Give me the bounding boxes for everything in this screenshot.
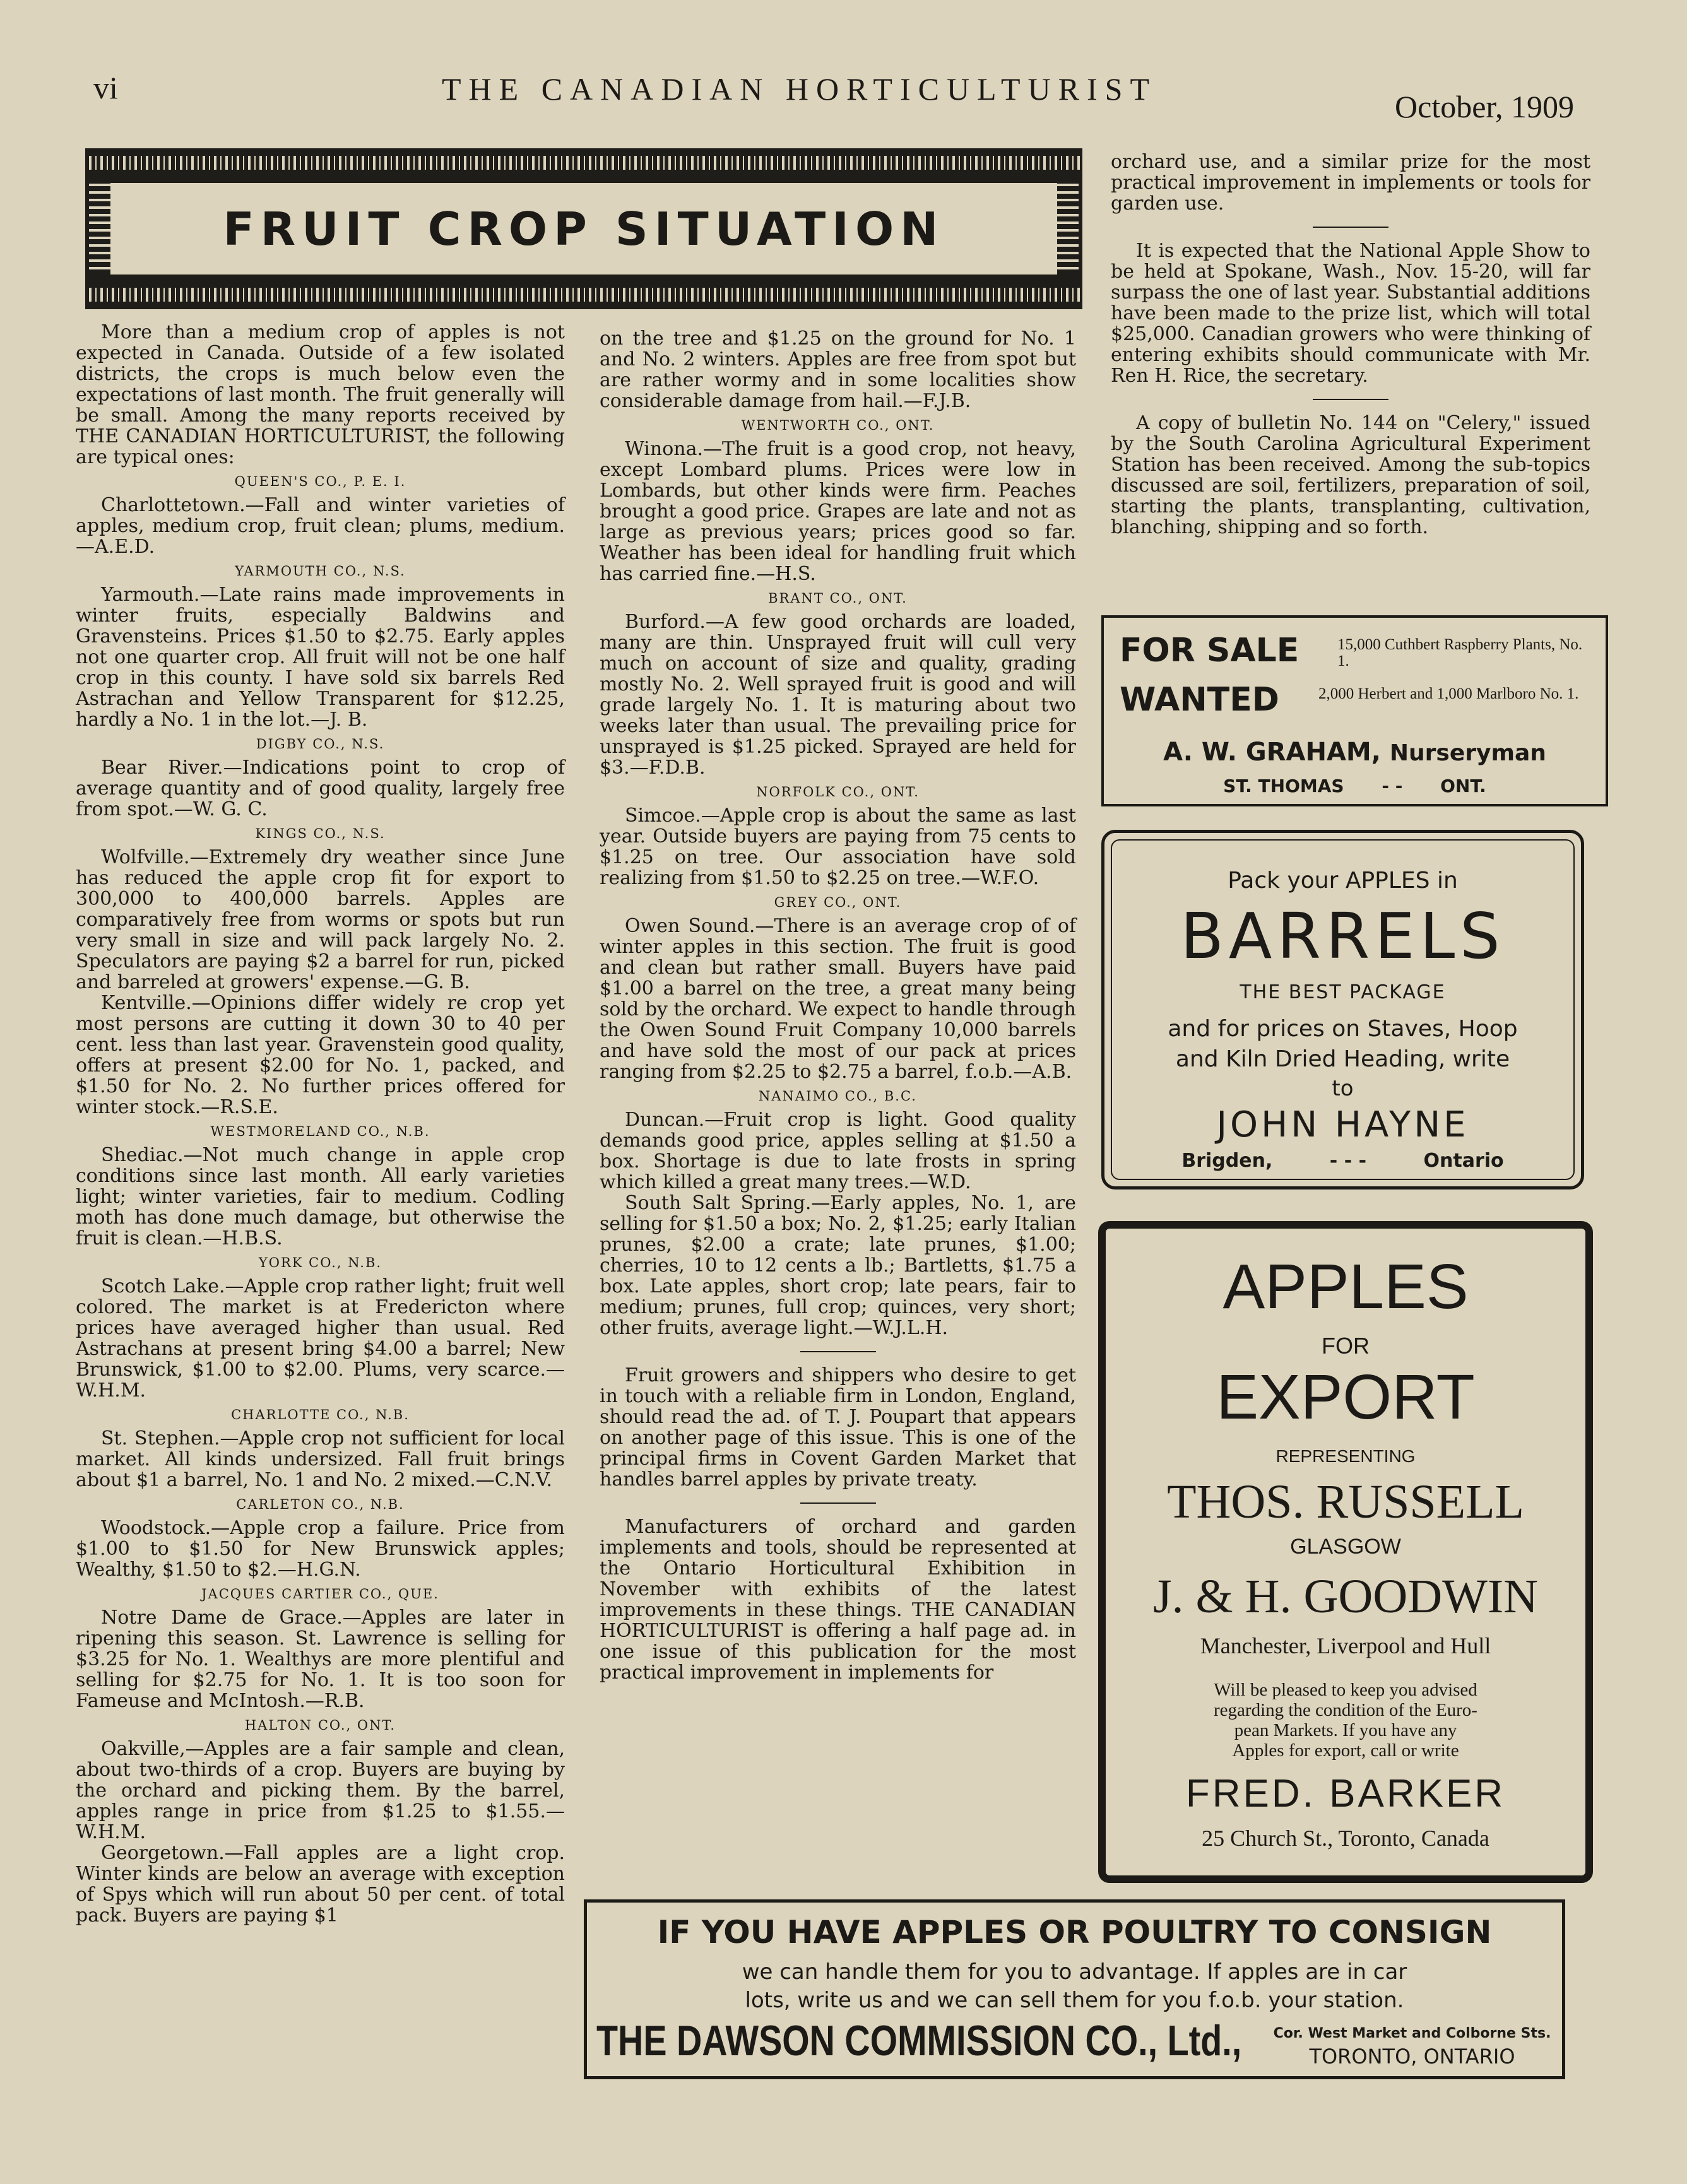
greek-key-border-right xyxy=(1053,183,1079,274)
separator-rule xyxy=(800,1351,876,1352)
article-paragraph: St. Stephen.—Apple crop not sufficient for local market. All kinds undersized. Fall fruit brings about $1 a barrel, No. 1 and No. 2 mixed.—C.N.V. xyxy=(76,1427,565,1491)
article-paragraph: orchard use, and a similar prize for the most practical improvement in implements or tools for garden use. xyxy=(1111,151,1590,215)
article-paragraph: Owen Sound.—There is an average crop of of winter apples in this section. The fruit is good and clean but rather small. Buyers have paid $1.00 a barrel on the tree, a great many being sold by the orchard. We expect to handle through the Owen Sound Fruit Company 10,000 barrels and have sold the most of our pack at prices ranging from $2.25 to $2.75 a barrel, f.o.b.—A.B. xyxy=(600,915,1076,1083)
county-heading: DIGBY CO., N.S. xyxy=(256,736,385,752)
county-heading: CARLETON CO., N.B. xyxy=(236,1497,405,1512)
article-paragraph: Fruit growers and shippers who desire to get in touch with a reliable firm in London, England, should read the ad. of T. J. Poupart that appears on another page of this issue. This is one of the principal firms in Covent Garden Market that handles barrel apples by private treaty. xyxy=(600,1364,1076,1490)
apples-heading: APPLES xyxy=(1222,1251,1469,1322)
advertiser-name: A. W. GRAHAM, xyxy=(1163,738,1381,767)
advertiser-province: ONT. xyxy=(1440,776,1486,796)
county-heading: KINGS CO., N.S. xyxy=(255,826,386,841)
county-heading: NORFOLK CO., ONT. xyxy=(756,784,920,800)
advertiser-line xyxy=(1104,738,1606,767)
article-paragraph: Wolfville.—Extremely dry weather since June has reduced the apple crop fit for export to 300,000 to 400,000 barrels. Apples are comparatively free from worms or spots but run very small in size and will pack largely No. 2. Speculators are paying $2 a barrel for run, picked and barreled at growers' expense.—G. B. xyxy=(76,846,565,993)
county-heading: HALTON CO., ONT. xyxy=(244,1718,396,1733)
address-dashes: - - xyxy=(1382,776,1403,796)
apples-note-line: regarding the condition of the Euro- xyxy=(1214,1700,1477,1720)
advertiser-role: Nurseryman xyxy=(1389,740,1546,766)
wanted-heading: WANTED xyxy=(1120,681,1279,719)
for-sale-item: 15,000 Cuthbert Raspberry Plants, No. 1. xyxy=(1337,636,1583,670)
russell-name: THOS. RUSSELL xyxy=(1167,1475,1524,1528)
article-paragraph: on the tree and $1.25 on the ground for No. 1 and No. 2 winters. Apples are free from spot but are rather wormy and in some localities show considerable damage from hail.—F.J.B. xyxy=(600,328,1076,412)
section-title: FRUIT CROP SITUATION xyxy=(223,202,945,256)
consign-text-2: lots, write us and we can sell them for you f.o.b. your station. xyxy=(745,1988,1404,2013)
apples-note-line: pean Markets. If you have any xyxy=(1234,1720,1457,1740)
glasgow-label: GLASGOW xyxy=(1290,1535,1401,1559)
apples-export-ad xyxy=(1098,1221,1593,1883)
barrels-address xyxy=(1104,1150,1581,1172)
barrels-town: Brigden, xyxy=(1181,1150,1273,1172)
barrels-text-1: and for prices on Staves, Hoop xyxy=(1168,1016,1518,1042)
article-paragraph: South Salt Spring.—Early apples, No. 1, are selling for $1.50 a box; No. 2, $1.25; early Italian prunes, $2.00 a crate; late prunes, $1.00; cherries, 10 to 12 cents a lb.; Bartletts, $1.75 a box. Late apples, short crop; late pears, fair to medium; prunes, full crop; quinces, very short; other fruits, average light.—W.J.L.H. xyxy=(600,1192,1076,1339)
advertiser-town: ST. THOMAS xyxy=(1223,776,1344,796)
apples-note-line: Apples for export, call or write xyxy=(1232,1740,1459,1761)
article-paragraph: Shediac.—Not much change in apple crop conditions since last month. All early varieties light; winter varieties, fair to medium. Codling moth has done much damage, but otherwise the fruit is clean.—H.B.S. xyxy=(76,1144,565,1249)
article-paragraph: Scotch Lake.—Apple crop rather light; fruit well colored. The market is at Fredericton where prices have averaged higher than usual. Red Astrachans at present bring $4.00 a barrel; New Brunswick, $1.00 to $2.00. Plums, very scarce.—W.H.M. xyxy=(76,1275,565,1402)
greek-key-border-top xyxy=(85,156,1082,170)
article-paragraph: Yarmouth.—Late rains made improvements in winter fruits, especially Baldwins and Gravensteins. Prices $1.50 to $2.75. Early apples not one quarter crop. All fruit will not be one half crop in this county. I have sold six barrels Red Astrachan and Yellow Transparent for $12.25, hardly a No. 1 in the lot.—J. B. xyxy=(76,584,565,731)
consign-company: THE DAWSON COMMISSION CO., Ltd., xyxy=(596,2017,1242,2065)
barrels-name: JOHN HAYNE xyxy=(1216,1104,1469,1145)
article-paragraph: Woodstock.—Apple crop a failure. Price from $1.00 to $1.50 for New Brunswick apples; Wealthy, $1.50 to $2.—H.G.N. xyxy=(76,1517,565,1581)
article-paragraph: Notre Dame de Grace.—Apples are later in ripening this season. St. Lawrence is selling for $3.25 for No. 1. Wealthys are more plentiful and selling for $2.75 for No. 1. It is too soon for Fameuse and McIntosh.—R.B. xyxy=(76,1607,565,1712)
county-heading: WESTMORELAND CO., N.B. xyxy=(210,1124,430,1139)
apples-for: FOR xyxy=(1322,1333,1370,1359)
goodwin-name: J. & H. GOODWIN xyxy=(1152,1570,1539,1623)
publication-title: THE CANADIAN HORTICULTURIST xyxy=(442,71,1157,107)
article-paragraph: Bear River.—Indications point to crop of average quantity and of good quality, largely free from spot.—W. G. C. xyxy=(76,757,565,820)
county-heading: GREY CO., ONT. xyxy=(774,895,902,910)
apples-note-line: Will be pleased to keep you advised xyxy=(1214,1680,1477,1700)
county-heading: QUEEN'S CO., P. E. I. xyxy=(234,474,406,489)
greek-key-border-bottom xyxy=(85,288,1082,302)
county-heading: NANAIMO CO., B.C. xyxy=(759,1089,917,1104)
advertiser-address xyxy=(1104,776,1606,796)
barrels-text-2: and Kiln Dried Heading, write xyxy=(1175,1046,1510,1072)
county-heading: CHARLOTTE CO., N.B. xyxy=(231,1407,410,1422)
barrels-intro: Pack your APPLES in xyxy=(1228,868,1458,894)
article-paragraph: It is expected that the National Apple Show to be held at Spokane, Wash., Nov. 15-20, will far surpass the one of last year. Substantial additions have been made to the prize list, which will total $25,000. Canadian growers who were thinking of entering exhibits should communicate with Mr. Ren H. Rice, the secretary. xyxy=(1111,240,1590,387)
issue-date: October, 1909 xyxy=(1395,89,1575,124)
consign-address-1: Cor. West Market and Colborne Sts. xyxy=(1273,2026,1551,2041)
barrels-heading: BARRELS xyxy=(1180,899,1505,973)
county-heading: YORK CO., N.B. xyxy=(258,1255,382,1270)
page-number: vi xyxy=(93,70,118,105)
article-column-3 xyxy=(1111,151,1590,538)
barker-address: 25 Church St., Toronto, Canada xyxy=(1202,1826,1489,1851)
representing-label: REPRESENTING xyxy=(1276,1446,1416,1466)
article-column-1 xyxy=(76,322,565,1926)
article-paragraph: A copy of bulletin No. 144 on "Celery," issued by the South Carolina Agricultural Experiment Station has been received. Among the sub-topics discussed are soil, fertilizers, preparation of soil, starting the plants, transplanting, cultivation, blanching, shipping and so forth. xyxy=(1111,412,1590,538)
consign-address-2: TORONTO, ONTARIO xyxy=(1309,2045,1515,2069)
goodwin-cities: Manchester, Liverpool and Hull xyxy=(1200,1633,1491,1658)
article-paragraph: More than a medium crop of apples is not expected in Canada. Outside of a few isolated districts, the crops is much below even the expectations of last month. The fruit generally will be small. Among the many reports received by THE CANADIAN HORTICULTURIST, the following are typical ones: xyxy=(76,321,565,468)
county-heading: BRANT CO., ONT. xyxy=(768,591,908,606)
address-dashes: - - - xyxy=(1329,1150,1367,1172)
barker-name: FRED. BARKER xyxy=(1185,1772,1506,1815)
article-paragraph: Simcoe.—Apple crop is about the same as last year. Outside buyers are paying from 75 cents to $1.25 on tree. Our association have sold realizing from $1.50 to $2.25 on tree.—W.F.O. xyxy=(600,805,1076,889)
barrels-subheading: THE BEST PACKAGE xyxy=(1240,981,1446,1003)
county-heading: WENTWORTH CO., ONT. xyxy=(741,418,935,433)
article-paragraph: Burford.—A few good orchards are loaded, many are thin. Unsprayed fruit will cull very much on account of size and quality, grading mostly No. 2. Well sprayed fruit is good and will grade largely No. 1. It is maturing about two weeks later than usual. The prevailing price for unsprayed is $1.25 picked. Sprayed are held for $3.—F.D.B. xyxy=(600,611,1076,779)
barrels-province: Ontario xyxy=(1423,1150,1504,1172)
consign-heading: IF YOU HAVE APPLES OR POULTRY TO CONSIGN xyxy=(657,1914,1492,1951)
separator-rule xyxy=(1313,399,1388,400)
apples-note xyxy=(1106,1680,1585,1761)
article-paragraph: Charlottetown.—Fall and winter varieties of apples, medium crop, fruit clean; plums, medium.—A.E.D. xyxy=(76,494,565,558)
county-heading: YARMOUTH CO., N.S. xyxy=(235,564,406,579)
county-heading: JACQUES CARTIER CO., QUE. xyxy=(201,1586,439,1602)
article-paragraph: Duncan.—Fruit crop is light. Good quality demands good price, apples selling at $1.50 a box. Shortage is due to late frosts in spring which killed a great many trees.—W.D. xyxy=(600,1109,1076,1193)
consign-ad xyxy=(584,1899,1565,2079)
article-paragraph: Oakville,—Apples are a fair sample and clean, about two-thirds of a crop. Buyers are buying by the orchard and picking them. By the barrel, apples range in price from $1.25 to $1.55.—W.H.M. xyxy=(76,1738,565,1843)
for-sale-heading: FOR SALE xyxy=(1120,632,1299,670)
export-heading: EXPORT xyxy=(1216,1362,1475,1432)
barrels-to: to xyxy=(1332,1076,1354,1101)
separator-rule xyxy=(1313,227,1388,228)
barrels-ad xyxy=(1101,830,1584,1189)
wanted-item: 2,000 Herbert and 1,000 Marlboro No. 1. xyxy=(1318,685,1579,702)
separator-rule xyxy=(800,1502,876,1504)
section-banner xyxy=(85,148,1082,309)
for-sale-ad xyxy=(1101,615,1608,806)
article-paragraph: Georgetown.—Fall apples are a light crop. Winter kinds are below an average with exception of Spys which will run about 50 per cent. of total pack. Buyers are paying $1 xyxy=(76,1842,565,1927)
article-paragraph: Manufacturers of orchard and garden implements and tools, should be represented at the Ontario Horticultural Exhibition in November with exhibits of the latest improvements in these things. THE CANADIAN HORTICULTURIST is offering a half page ad. in one issue of this publication for the most practical improvement in implements for xyxy=(600,1516,1076,1684)
consign-text-1: we can handle them for you to advantage. If apples are in car xyxy=(742,1959,1407,1985)
article-paragraph: Kentville.—Opinions differ widely re crop yet most persons are cutting it down 30 to 40 per cent. less than last year. Gravenstein good quality, offers at present $2.00 for No. 1, packed, and $1.50 for No. 2. No further prices offered for winter stock.—R.S.E. xyxy=(76,992,565,1118)
article-column-2 xyxy=(600,328,1076,1683)
article-paragraph: Winona.—The fruit is a good crop, not heavy, except Lombard plums. Prices were low in Lombards, but other kinds were firm. Peaches brought a good price. Grapes are late and not as large as previous years; prices good so far. Weather has been ideal for handling fruit which has carried fine.—H.S. xyxy=(600,438,1076,585)
